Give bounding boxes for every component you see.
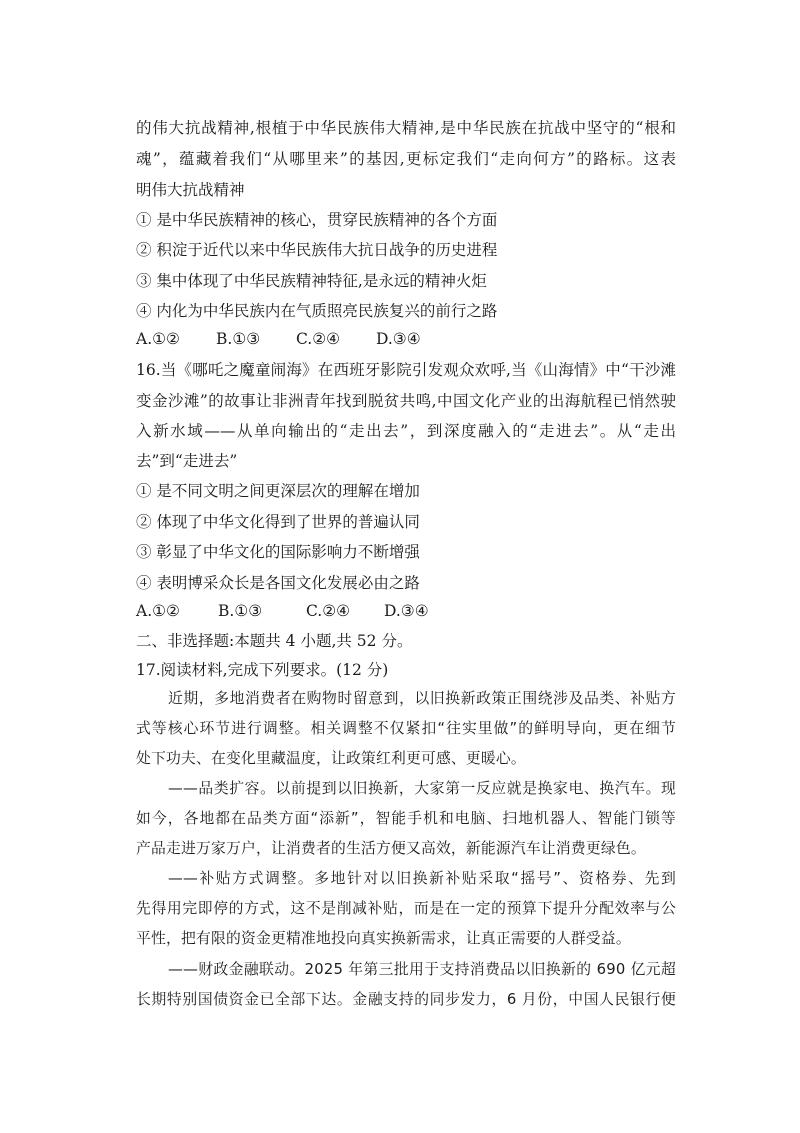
q16-option-d: D.③④ — [384, 602, 429, 620]
q17-material-line-5: 如今，各地都在品类方面“添新”，智能手机和电脑、扫地机器人、智能门锁等 — [136, 810, 676, 827]
q15-statement-4: ④ 内化为中华民族内在气质照亮民族复兴的前行之路 — [136, 302, 498, 320]
q17-material-line-8: 先得用完即停的方式，这不是削减补贴，而是在一定的预算下提升分配效率与公 — [136, 900, 676, 917]
q17-material-line-3: 处下功夫、在变化里藏温度，让政策红利更可感、更暖心。 — [136, 750, 526, 767]
q15-statement-2: ② 积淀于近代以来中华民族伟大抗日战争的历史进程 — [136, 241, 498, 259]
q15-option-b: B.①③ — [216, 330, 261, 348]
q17-material-line-2: 式等核心环节进行调整。相关调整不仅紧扣“往实里做”的鲜明导向，更在细节 — [136, 720, 676, 737]
q17-material-line-9: 平性，把有限的资金更精准地投向真实换新需求，让真正需要的人群受益。 — [136, 930, 631, 947]
q16-stem-line-3: 入新水域——从单向输出的“走出去”，到深度融入的“走进去”。从“走出 — [136, 422, 676, 440]
q15-options — [136, 328, 456, 350]
q16-statement-2: ② 体现了中华文化得到了世界的普遍认同 — [136, 513, 420, 531]
q15-option-d: D.③④ — [376, 330, 421, 348]
q16-statement-1: ① 是不同文明之间更深层次的理解在增加 — [136, 482, 420, 500]
q15-statement-1: ① 是中华民族精神的核心，贯穿民族精神的各个方面 — [136, 211, 498, 229]
q15-option-a: A.①② — [136, 330, 180, 348]
q17-material-line-4: ——品类扩容。以前提到以旧换新，大家第一反应就是换家电、换汽车。现 — [168, 780, 676, 797]
q15-option-c: C.②④ — [296, 330, 341, 348]
q16-option-a: A.①② — [136, 602, 180, 620]
q17-heading: 17.阅读材料,完成下列要求。(12 分) — [136, 661, 389, 679]
q17-material-line-10: ——财政金融联动。2025 年第三批用于支持消费品以旧换新的 690 亿元超 — [168, 961, 676, 978]
q17-material-line-6: 产品走进万家万户，让消费者的生活方便又高效，新能源汽车让消费更绿色。 — [136, 840, 646, 857]
section-2-heading: 二、非选择题:本题共 4 小题,共 52 分。 — [136, 632, 413, 650]
q16-statement-4: ④ 表明博采众长是各国文化发展必由之路 — [136, 574, 420, 592]
q16-stem-line-1: 16.当《哪吒之魔童闹海》在西班牙影院引发观众欢呼,当《山海情》中“干沙滩 — [136, 361, 676, 379]
q16-stem-line-4: 去”到“走进去” — [136, 452, 238, 470]
q15-stem-line-2: 魂”，蕴藏着我们“从哪里来”的基因,更标定我们“走向何方”的路标。这表 — [136, 150, 676, 168]
q17-material-line-7: ——补贴方式调整。多地针对以旧换新补贴采取“摇号”、资格券、先到 — [168, 870, 676, 887]
q15-stem-line-3: 明伟大抗战精神 — [136, 181, 245, 199]
q16-options — [136, 600, 464, 622]
q17-material-line-1: 近期，多地消费者在购物时留意到，以旧换新政策正围绕涉及品类、补贴方 — [168, 690, 676, 707]
q15-statement-3: ③ 集中体现了中华民族精神特征,是永远的精神火炬 — [136, 272, 487, 290]
q16-option-b: B.①③ — [218, 602, 263, 620]
q16-stem-line-2: 变金沙滩”的故事让非洲青年找到脱贫共鸣,中国文化产业的出海航程已悄然驶 — [136, 392, 676, 410]
q16-option-c: C.②④ — [306, 602, 351, 620]
q17-material-line-11: 长期特别国债资金已全部下达。金融支持的同步发力，6 月份，中国人民银行便 — [136, 991, 676, 1008]
q16-statement-3: ③ 彰显了中华文化的国际影响力不断增强 — [136, 543, 420, 561]
q15-stem-line-1: 的伟大抗战精神,根植于中华民族伟大精神,是中华民族在抗战中坚守的“根和 — [136, 119, 676, 137]
